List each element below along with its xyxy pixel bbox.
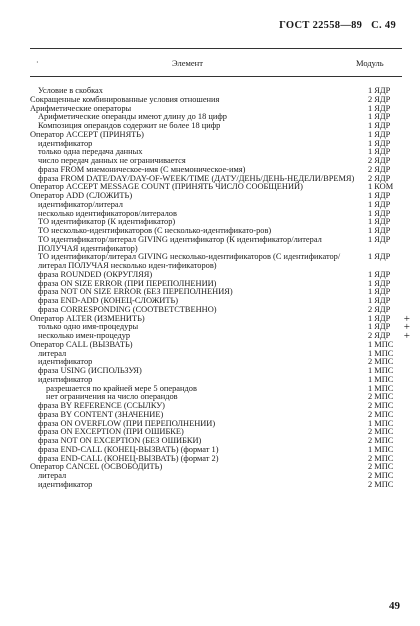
table-row xyxy=(30,236,402,254)
element-text: фраза ROUNDED (ОКРУГЛЯЯ) xyxy=(38,269,153,279)
element-text: фраза NOT ON EXCEPTION (БЕЗ ОШИБКИ) xyxy=(38,436,202,445)
module-level: 2 xyxy=(368,392,373,402)
element-text: фраза CORRESPONDING (СООТВЕТСТВЕННО) xyxy=(38,304,217,314)
module-code: ЯДР xyxy=(374,129,391,139)
module-level: 1 xyxy=(368,278,373,288)
module-code: МПС xyxy=(374,366,394,375)
table-top-rule xyxy=(30,48,402,49)
module-level: 1 xyxy=(368,252,373,262)
module-code: ЯДР xyxy=(374,252,391,262)
module-level: 2 xyxy=(368,453,373,463)
table-header-rule xyxy=(30,76,402,77)
element-text: фраза BY CONTENT (ЗНАЧЕНИЕ) xyxy=(38,409,164,419)
module-cell xyxy=(366,236,402,245)
element-text: фраза USING (ИСПОЛЬЗУЯ) xyxy=(38,366,142,375)
module-level: 1 xyxy=(368,226,373,235)
module-code: ЯДР xyxy=(374,322,391,332)
column-header-element: Элемент xyxy=(172,58,203,68)
module-level: 1 xyxy=(368,191,373,200)
module-level: 2 xyxy=(368,479,373,489)
element-text: Оператор ALTER (ИЗМЕНИТЬ) xyxy=(30,313,145,323)
obsolete-plus-mark: + xyxy=(403,312,410,325)
module-level: 2 xyxy=(368,357,373,367)
table-row xyxy=(30,463,402,472)
module-level: 1 xyxy=(368,234,373,244)
module-code: МПС xyxy=(374,401,394,410)
module-code: ЯДР xyxy=(374,164,391,174)
module-cell xyxy=(366,253,402,262)
module-level: 1 xyxy=(368,383,373,393)
module-level: 1 xyxy=(368,208,373,218)
module-code: ЯДР xyxy=(374,156,391,165)
module-code: ЯДР xyxy=(374,112,391,122)
element-text: фраза ON OVERFLOW (ПРИ ПЕРЕПОЛНЕНИИ) xyxy=(38,418,216,428)
page-number: 49 xyxy=(389,600,400,612)
module-code: ЯДР xyxy=(374,304,391,314)
module-level: 1 xyxy=(368,129,373,139)
module-level: 1 xyxy=(368,339,373,349)
page-reference: С. 49 xyxy=(371,20,396,31)
element-text: Арифметические операнды имеют длину до 18 цифр xyxy=(38,112,227,122)
module-level: 2 xyxy=(368,471,373,480)
module-level: 2 xyxy=(368,409,373,419)
module-code: МПС xyxy=(374,444,394,454)
element-text: идентификатор xyxy=(38,374,93,384)
element-text: несколько имен-процедур xyxy=(38,331,131,340)
table-row xyxy=(30,341,402,350)
module-code: ЯДР xyxy=(374,138,391,148)
table-body xyxy=(30,86,410,490)
module-code: ЯДР xyxy=(374,94,391,104)
module-code: МПС xyxy=(374,374,394,384)
module-code: МПС xyxy=(374,392,394,402)
element-text: фраза END-ADD (КОНЕЦ-СЛОЖИТЬ) xyxy=(38,296,179,305)
obsolete-plus-mark: + xyxy=(403,321,410,334)
element-text: ТО несколько-идентификаторов (С несколько-идентификато-ров) xyxy=(38,226,272,235)
module-level: 1 xyxy=(368,287,373,297)
element-text: фраза FROM мнемоническое-имя (С мнемоническое-имя) xyxy=(38,164,246,174)
module-code: ЯДР xyxy=(374,199,391,209)
module-level: 2 xyxy=(368,436,373,445)
module-level: 1 xyxy=(368,269,373,279)
element-text: Арифметические операторы xyxy=(30,103,132,113)
module-code: МПС xyxy=(374,479,394,489)
element-text: Условие в скобках xyxy=(38,86,103,95)
module-code: ЯДР xyxy=(374,287,391,297)
module-code: ЯДР xyxy=(374,121,391,130)
module-code: ЯДР xyxy=(374,173,391,183)
element-text: литерал xyxy=(38,348,67,358)
element-text: ТО идентификатор (К идентификатор) xyxy=(38,217,176,227)
module-level: 1 xyxy=(368,444,373,454)
module-code: МПС xyxy=(374,357,394,367)
element-text: разрешается по крайней мере 5 операндов xyxy=(46,383,197,393)
module-level: 2 xyxy=(368,164,373,174)
element-text: фраза ON EXCEPTION (ПРИ ОШИБКЕ) xyxy=(38,427,184,437)
module-code: ЯДР xyxy=(374,208,391,218)
standard-number: ГОСТ 22558—89 xyxy=(279,20,363,31)
module-code: ЯДР xyxy=(374,313,391,323)
element-text: литерал xyxy=(38,471,67,480)
element-text: фраза NOT ON SIZE ERROR (БЕЗ ПЕРЕПОЛНЕНИЯ) xyxy=(38,287,233,297)
module-code: ЯДР xyxy=(374,147,391,157)
module-level: 1 xyxy=(368,366,373,375)
module-code: ЯДР xyxy=(374,296,391,305)
module-cell xyxy=(366,481,402,490)
module-code: ЯДР xyxy=(374,191,391,200)
element-text: фраза FROM DATE/DAY/DAY-OF-WEEK/TIME (ДАТУ/ДЕНЬ/ДЕНЬ-НЕДЕЛИ/ВРЕМЯ) xyxy=(38,173,355,183)
corner-mark: · xyxy=(36,58,39,67)
element-text: фраза END-CALL (КОНЕЦ-ВЫЗВАТЬ) (формат 2) xyxy=(38,453,219,463)
column-header-module: Модуль xyxy=(356,58,384,68)
module-level: 2 xyxy=(368,427,373,437)
module-level: 2 xyxy=(368,462,373,472)
table-row xyxy=(30,481,402,490)
element-text: число передач данных не ограничивается xyxy=(38,156,186,165)
module-level: 2 xyxy=(368,331,373,340)
obsolete-plus-mark: + xyxy=(403,330,410,342)
module-code: МПС xyxy=(374,453,394,463)
module-code: МПС xyxy=(374,436,394,445)
module-code: МПС xyxy=(374,427,394,437)
element-text: Композиция операндов содержит не более 18 цифр xyxy=(38,121,221,130)
module-code: ЯДР xyxy=(374,86,391,95)
module-code: КОМ xyxy=(374,182,394,192)
module-code: ЯДР xyxy=(374,103,391,113)
element-text: ТО идентификатор/литерал GIVING идентификатор (К идентификатор/литерал ПОЛУЧАЯ идентификатор) xyxy=(38,234,322,253)
module-code: ЯДР xyxy=(374,217,391,227)
module-code: МПС xyxy=(374,418,394,428)
module-level: 1 xyxy=(368,348,373,358)
module-code: МПС xyxy=(374,383,394,393)
module-code: МПС xyxy=(374,462,394,472)
element-text: несколько идентификаторов/литералов xyxy=(38,208,177,218)
module-level: 1 xyxy=(368,217,373,227)
module-level: 2 xyxy=(368,156,373,165)
module-level: 1 xyxy=(368,121,373,130)
module-level: 1 xyxy=(368,374,373,384)
page-header xyxy=(273,20,396,31)
module-code: ЯДР xyxy=(374,269,391,279)
module-level: 1 xyxy=(368,103,373,113)
element-text: нет ограничения на число операндов xyxy=(46,392,178,402)
module-level: 1 xyxy=(368,322,373,332)
element-text: Оператор ADD (СЛОЖИТЬ) xyxy=(30,191,133,200)
module-level: 1 xyxy=(368,199,373,209)
element-text: идентификатор/литерал xyxy=(38,199,123,209)
element-text: фраза END-CALL (КОНЕЦ-ВЫЗВАТЬ) (формат 1) xyxy=(38,444,219,454)
element-text: идентификатор xyxy=(38,479,93,489)
module-level: 2 xyxy=(368,94,373,104)
table-row xyxy=(30,253,402,271)
element-text: идентификатор xyxy=(38,138,93,148)
element-text: Оператор CALL (ВЫЗВАТЬ) xyxy=(30,339,133,349)
element-text: Оператор CANCEL (ОСВОБОДИТЬ) xyxy=(30,462,163,472)
module-level: 1 xyxy=(368,86,373,95)
module-code: МПС xyxy=(374,471,394,480)
module-level: 2 xyxy=(368,173,373,183)
module-level: 1 xyxy=(368,296,373,305)
element-text: только одна передача данных xyxy=(38,147,143,157)
element-text: фраза BY REFERENCE (ССЫЛКУ) xyxy=(38,401,165,410)
element-text: Сокращенные комбинированные условия отношения xyxy=(30,94,220,104)
element-text: фраза ON SIZE ERROR (ПРИ ПЕРЕПОЛНЕНИИ) xyxy=(38,278,217,288)
element-text: Оператор ACCEPT MESSAGE COUNT (ПРИНЯТЬ ЧИСЛО СООБЩЕНИЙ) xyxy=(30,182,303,192)
module-code: ЯДР xyxy=(374,226,391,235)
module-level: 1 xyxy=(368,313,373,323)
module-level: 2 xyxy=(368,304,373,314)
module-level: 1 xyxy=(368,138,373,148)
module-code: МПС xyxy=(374,409,394,419)
module-code: ЯДР xyxy=(374,278,391,288)
module-code: ЯДР xyxy=(374,331,391,340)
module-level: 1 xyxy=(368,112,373,122)
module-code: МПС xyxy=(374,339,394,349)
element-text: Оператор ACCEPT (ПРИНЯТЬ) xyxy=(30,129,144,139)
element-text: идентификатор xyxy=(38,357,93,367)
element-text: ТО идентификатор/литерал GIVING несколько-идентификаторов (С идентификатор/литерал ПОЛУЧАЯ несколько иден-тификаторов) xyxy=(38,252,341,270)
module-level: 2 xyxy=(368,401,373,410)
module-level: 1 xyxy=(368,418,373,428)
module-level: 1 xyxy=(368,147,373,157)
module-level: 1 xyxy=(368,182,373,192)
module-code: ЯДР xyxy=(374,234,391,244)
module-code: МПС xyxy=(374,348,394,358)
element-text: только одно имя-процедуры xyxy=(38,322,139,332)
